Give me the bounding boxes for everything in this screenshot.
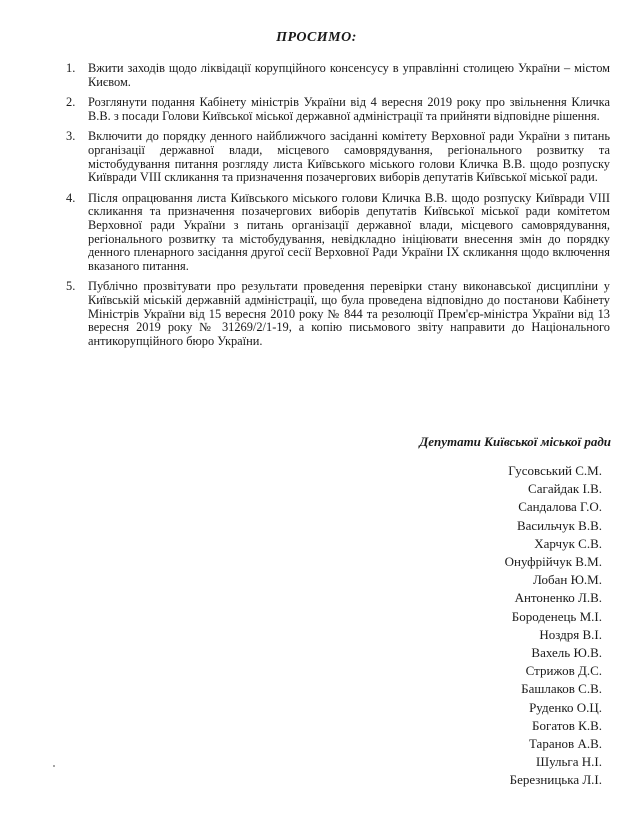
request-text: Розглянути подання Кабінету міністрів України від 4 вересня 2019 року про звільнення Кличка В.В. з посади Голови Київської міської державної адміністрації та прийняти відповідне рішення.	[88, 95, 610, 123]
document-heading: ПРОСИМО:	[276, 30, 357, 45]
signer-name: Антоненко Л.В.	[514, 590, 602, 606]
request-number: 3.	[66, 129, 76, 144]
signer-name: Онуфрійчук В.М.	[504, 554, 602, 570]
signer-name: Стрижов Д.С.	[525, 663, 602, 679]
signer-name: Руденко О.Ц.	[529, 699, 602, 715]
request-text: Після опрацювання листа Київського міського голови Кличка В.В. щодо розпуску Київради VIII скликання та призначення позачергових виборів депутатів Київської міської ради комітетом Верховної ради України з питань організації державної влади, місцевого самоврядування, регіонального розвитку та містобудування, невідкладно ініціювати внесення змін до порядку денного пленарного засідання другої сесії Верховної Ради України IX скликання щодо включення вказаного питання.	[88, 190, 610, 273]
request-number: 1.	[66, 61, 76, 75]
signer-name: Шульга Н.І.	[535, 754, 602, 770]
request-text: Включити до порядку денного найближчого засіданні комітету Верховної ради України з питань організації державної влади, місцевого самоврядування, регіонального розвитку та містобудування питання розгляду листа Київського міського голови Кличка В.В. щодо розпуску Київради VIII скликання та призначення позачергових виборів депутатів Київської міської ради.	[88, 129, 610, 185]
signer-name: Богатов К.В.	[532, 717, 602, 733]
signer-name: Лобан Ю.М.	[532, 572, 602, 588]
request-item	[58, 96, 610, 123]
signer-name: Вахель Ю.В.	[531, 645, 602, 661]
request-number: 4.	[66, 190, 76, 205]
request-number: 2.	[66, 95, 76, 110]
signer-name: Васильчук В.В.	[516, 517, 602, 533]
request-text: Публічно прозвітувати про результати проведення перевірки стану виконавської дисципліни у Київській міській державній адміністрації, що була проведена відповідно до постанови Кабінету Міністрів України від 15 вересня 2010 року № 844 та резолюції Прем'єр-міністра України від 13 вересня 2019 року № 31269/2/1-19, а копію письмового звіту направити до Національного антикорупційного бюро України.	[88, 279, 610, 348]
signer-name: Сагайдак І.В.	[528, 481, 602, 497]
signers-list	[505, 462, 602, 790]
signer-name: Березницька Л.І.	[509, 772, 602, 788]
request-text: Вжити заходів щодо ліквідації корупційного консенсусу в управлінні столицею України – містом Києвом.	[88, 61, 610, 89]
signer-name: Харчук С.В.	[534, 535, 602, 551]
signer-name: Бороденець М.І.	[511, 608, 602, 624]
scan-speck	[53, 765, 55, 767]
signer-name: Гусовський С.М.	[508, 463, 602, 478]
request-item	[58, 130, 610, 184]
signer-name: Таранов А.В.	[528, 736, 602, 752]
request-item	[58, 192, 610, 274]
signer-name: Сандалова Г.О.	[518, 499, 602, 515]
signer-name: Башлаков С.В.	[521, 681, 602, 697]
request-item	[58, 280, 610, 348]
request-item	[58, 62, 610, 89]
signers-title: Депутати Київської міської ради	[419, 434, 611, 449]
request-number: 5.	[66, 279, 76, 294]
requests-list	[58, 62, 610, 355]
signer-name: Ноздря В.І.	[539, 626, 602, 642]
